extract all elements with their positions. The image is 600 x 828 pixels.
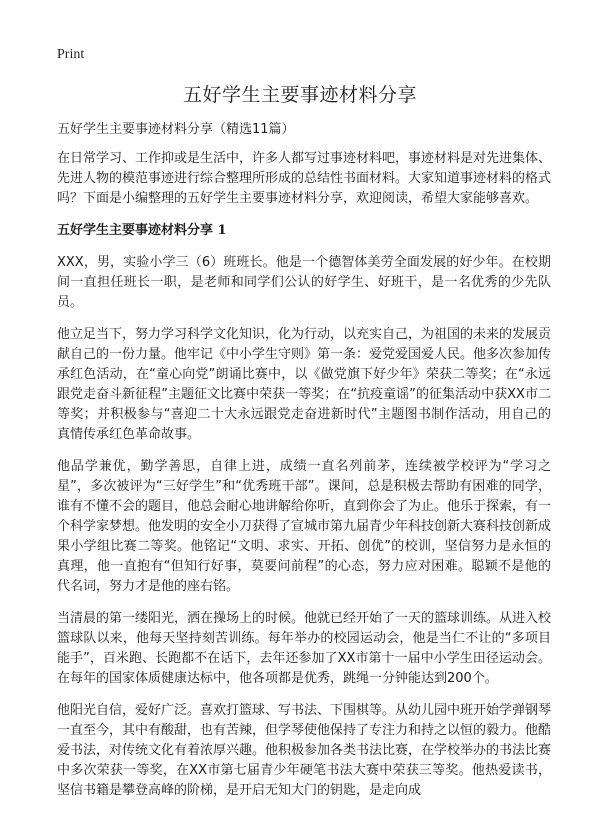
document-body xyxy=(57,120,551,813)
print-link[interactable]: Print xyxy=(57,47,85,62)
page-title: 五好学生主要事迹材料分享 xyxy=(182,84,417,106)
intro-paragraph: 在日常学习、工作抑或是生活中，许多人都写过事迹材料吧，事迹材料是对先进集体、先进人物的模范事迹进行综合整理所形成的总结性书面材料。大家知道事迹材料的格式吗？下面是小编整理的五好学生主要事迹材料分享，欢迎阅读，希望大家能够喜欢。 xyxy=(57,151,552,206)
document-subtitle: 五好学生主要事迹材料分享（精选11篇） xyxy=(57,122,295,137)
body-paragraph-2: 他立足当下，努力学习科学文化知识，化为行动，以充实自己，为祖国的未来的发展贡献自己的一份力量。他牢记《中小学生守则》第一条：爱党爱国爱人民。他多次参加传承红色活动，在“童心向党”朗诵比赛中，以《做党旗下好少年》荣获二等奖；在“永远跟党走奋斗新征程”主题征文比赛中荣获一等奖；在“抗疫童谣”的征集活动中获XX市二等奖；并积极参与“喜迎二十大永远跟党走奋进新时代”主题图书制作活动，用自己的真情传承红色革命故事。 xyxy=(57,327,552,442)
body-paragraph-3: 他品学兼优，勤学善思，自律上进，成绩一直名列前茅，连续被学校评为“学习之星”，多次被评为“三好学生”和“优秀班干部”。课间，总是积极去帮助有困难的同学，谁有不懂不会的题目，他总会耐心地讲解给你听，直到你会了为止。他乐于探索，有一个科学家梦想。他发明的安全小刀获得了宣城市第九届青少年科技创新大赛科技创新成果小学组比赛二等奖。他铭记“文明、求实、开拓、创优”的校训，坚信努力是永恒的真理，他一直抱有“但知行好事，莫要问前程”的心态，努力应对困难。聪颖不是他的代名词，努力才是他的座右铭。 xyxy=(57,459,552,594)
section-heading: 五好学生主要事迹材料分享 1 xyxy=(57,223,227,238)
body-paragraph-1: XXX，男，实验小学三（6）班班长。他是一个德智体美劳全面发展的好少年。在校期间一直担任班长一职，是老师和同学们公认的好学生、好班干，是一名优秀的少先队员。 xyxy=(57,255,551,310)
body-paragraph-5: 他阳光自信，爱好广泛。喜欢打篮球、写书法、下围棋等。从幼儿园中班开始学弹钢琴一直至今，其中有酸甜，也有苦辣，但学琴使他保持了专注力和持之以恒的毅力。他酷爱书法，对传统文化有着浓厚兴趣。他积极参加各类书法比赛，在学校举办的书法比赛中多次荣获一等奖，在XX市第七届青少年硬笔书法大赛中荣获三等奖。他热爱读书，坚信书籍是攀登高峰的阶梯，是开启无知大门的钥匙，是走向成 xyxy=(57,703,552,798)
body-paragraph-4: 当清晨的第一缕阳光，洒在操场上的时候。他就已经开始了一天的篮球训练。从进入校篮球队以来，他每天坚持刻苦训练。每年举办的校园运动会，他是当仁不让的“多项目能手”，百米跑、长跑都不在话下，去年还参加了XX市第十一届中小学生田径运动会。在每年的国家体质健康达标中，他各项都是优秀，跳绳一分钟能达到200个。 xyxy=(57,611,552,686)
